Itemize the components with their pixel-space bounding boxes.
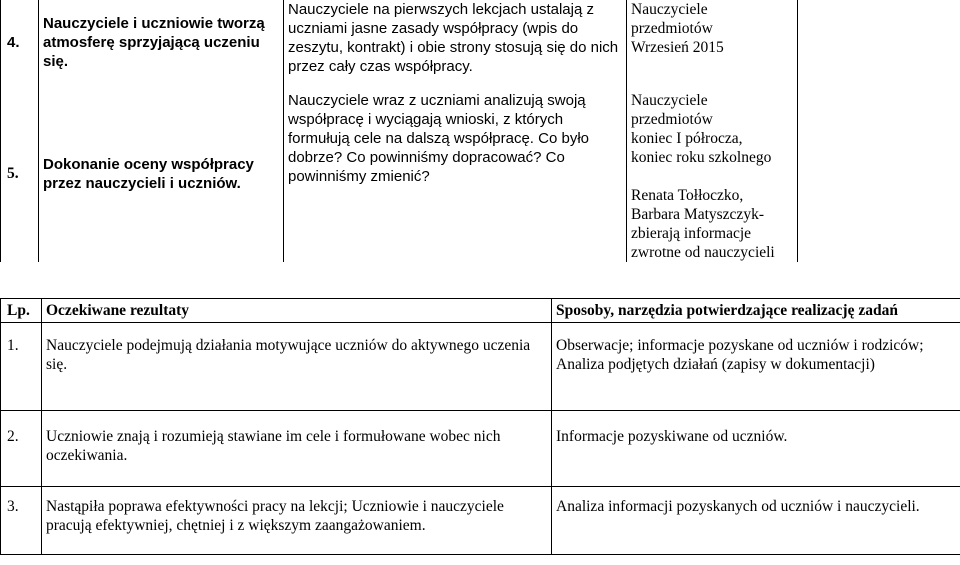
plan-row-number: 5. xyxy=(1,86,39,262)
results-row xyxy=(1,487,960,555)
plan-row-actions: Nauczyciele na pierwszych lekcjach ustalają z uczniami jasne zasady współpracy (wpis do zeszytu, kontrakt) i obie strony stosują się do nich przez cały czas współpracy. xyxy=(284,0,627,86)
plan-row-responsible: Nauczyciele przedmiotów koniec I półrocza, koniec roku szkolnego Renata Tołłoczko, Barbara Matyszczyk- zbierają informacje zwrotne od nauczycieli xyxy=(627,86,798,262)
results-row-method: Analiza informacji pozyskanych od uczniów i nauczycieli. xyxy=(552,487,960,555)
results-row-number: 1. xyxy=(1,323,42,411)
plan-row-empty-cell xyxy=(798,0,960,86)
results-row-method: Obserwacje; informacje pozyskane od uczniów i rodziców; Analiza podjętych działań (zapisy w dokumentacji) xyxy=(552,323,960,411)
results-row-result: Uczniowie znają i rozumieją stawiane im cele i formułowane wobec nich oczekiwania. xyxy=(42,411,552,487)
results-header-row xyxy=(1,299,960,323)
plan-row-actions: Nauczyciele wraz z uczniami analizują swoją współpracę i wyciągają wnioski, z których formułują cele na dalszą współpracę. Co było dobrze? Co powinniśmy dopracować? Co powinniśmy zmienić? xyxy=(284,86,627,262)
results-row-result: Nauczyciele podejmują działania motywujące uczniów do aktywnego uczenia się. xyxy=(42,323,552,411)
plan-row-number: 4. xyxy=(1,0,39,86)
results-row-number: 3. xyxy=(1,487,42,555)
expected-results-table xyxy=(0,298,960,555)
plan-row xyxy=(1,86,960,262)
plan-row-responsible: Nauczyciele przedmiotów Wrzesień 2015 xyxy=(627,0,798,86)
results-row xyxy=(1,411,960,487)
header-verification-methods: Sposoby, narzędzia potwierdzające realizację zadań xyxy=(552,299,960,323)
action-plan-table xyxy=(0,0,960,262)
results-row-result: Nastąpiła poprawa efektywności pracy na lekcji; Uczniowie i nauczyciele pracują efektywniej, chętniej i z większym zaangażowaniem. xyxy=(42,487,552,555)
plan-row-task: Dokonanie oceny współpracy przez nauczycieli i uczniów. xyxy=(39,86,284,262)
results-row-number: 2. xyxy=(1,411,42,487)
header-lp: Lp. xyxy=(1,299,42,323)
plan-row-empty-cell xyxy=(798,86,960,262)
results-row xyxy=(1,323,960,411)
plan-row-task: Nauczyciele i uczniowie tworzą atmosferę sprzyjającą uczeniu się. xyxy=(39,0,284,86)
results-row-method: Informacje pozyskiwane od uczniów. xyxy=(552,411,960,487)
plan-row xyxy=(1,0,960,86)
header-expected-results: Oczekiwane rezultaty xyxy=(42,299,552,323)
